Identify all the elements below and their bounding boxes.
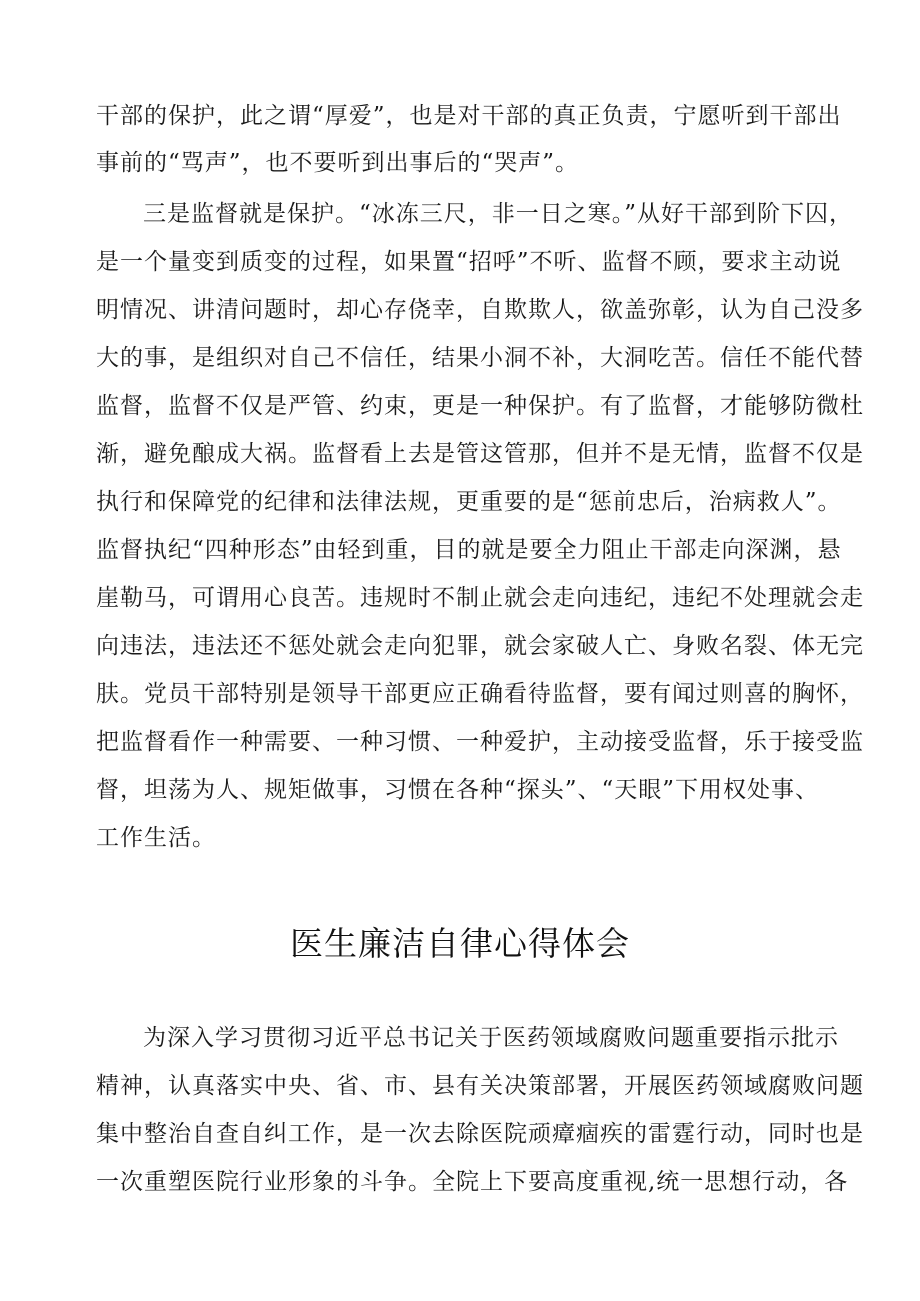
paragraph-line: 监督执纪“四种形态”由轻到重，目的就是要全力阻止干部走向深渊，悬	[96, 537, 842, 563]
paragraph-line: 明情况、讲清问题时，却心存侥幸，自欺欺人，欲盖弥彰，认为自己没多	[96, 297, 864, 323]
paragraph-line: 向违法，违法还不惩处就会走向犯罪，就会家破人亡、身败名裂、体无完	[96, 633, 864, 659]
paragraph-line: 崖勒马，可谓用心良苦。违规时不制止就会走向违纪，违纪不处理就会走	[96, 585, 864, 611]
paragraph-line: 集中整治自查自纠工作，是一次去除医院顽瘴痼疾的雷霆行动，同时也是	[96, 1121, 864, 1147]
paragraph-line: 监督，监督不仅是严管、约束，更是一种保护。有了监督，才能够防微杜	[96, 393, 864, 419]
paragraph-line: 工作生活。	[96, 825, 216, 851]
document-title: 医生廉洁自律心得体会	[290, 924, 630, 963]
paragraph-line: 三是监督就是保护。“冰冻三尺，非一日之寒。”从好干部到阶下囚，	[143, 201, 854, 227]
paragraph-line: 渐，避免酿成大祸。监督看上去是管这管那，但并不是无情，监督不仅是	[96, 441, 864, 467]
paragraph-line: 为深入学习贯彻习近平总书记关于医药领域腐败问题重要指示批示	[143, 1025, 839, 1051]
paragraph-line: 精神，认真落实中央、省、市、县有关决策部署，开展医药领域腐败问题	[96, 1073, 864, 1099]
paragraph-line: 一次重塑医院行业形象的斗争。全院上下要高度重视,统一思想行动，各	[96, 1169, 849, 1195]
paragraph-line: 肤。党员干部特别是领导干部更应正确看待监督，要有闻过则喜的胸怀，	[96, 681, 864, 707]
paragraph-line: 事前的“骂声”，也不要听到出事后的“哭声”。	[96, 150, 580, 176]
paragraph-line: 执行和保障党的纪律和法律法规，更重要的是“惩前忠后，治病救人”。	[96, 489, 842, 515]
paragraph-line: 大的事，是组织对自己不信任，结果小洞不补，大洞吃苦。信任不能代替	[96, 345, 864, 371]
paragraph-line: 干部的保护，此之谓“厚爱”，也是对干部的真正负责，宁愿听到干部出	[96, 103, 842, 129]
paragraph-line: 把监督看作一种需要、一种习惯、一种爱护，主动接受监督，乐于接受监	[96, 729, 864, 755]
paragraph-line: 是一个量变到质变的过程，如果置“招呼”不听、监督不顾，要求主动说	[96, 249, 842, 275]
paragraph-line: 督，坦荡为人、规矩做事，习惯在各种“探头”、“天眼”下用权处事、	[96, 777, 820, 803]
